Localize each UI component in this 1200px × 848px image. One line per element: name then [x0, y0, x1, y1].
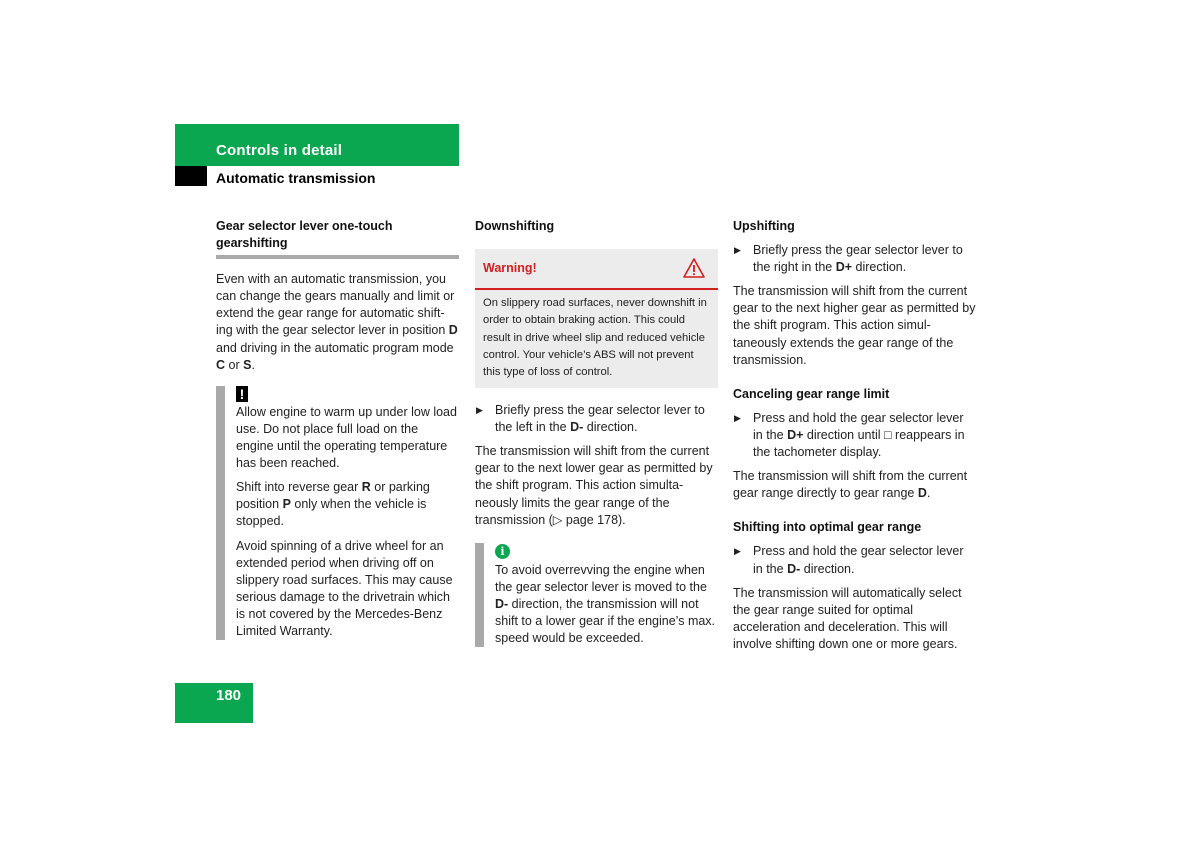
- intro-bold-s: S: [243, 357, 252, 372]
- warning-header: [475, 249, 718, 290]
- cancel-bold-dplus: D+: [787, 427, 804, 442]
- intro-paragraph: [216, 271, 459, 374]
- intro-text-1: Even with an automatic transmission, you can change the gears manually and limit or extend the gear range for automatic shift-ing with the gear selector lever in position: [216, 272, 455, 338]
- note-p2-bold-r: R: [361, 480, 371, 495]
- bullet-arrow-icon: ▶: [734, 546, 741, 557]
- optimal-bold-dminus: D-: [787, 561, 801, 576]
- info-paragraph: [495, 562, 718, 647]
- cancel-para-bold-d: D: [917, 486, 927, 501]
- downshift-paragraph: The transmission will shift from the current gear to the next lower gear as permitted by the shift program. This action simulta-neously limits the gear range of the transmission (▷ page 178).: [475, 444, 713, 527]
- optimal-text-2: direction.: [800, 561, 855, 576]
- warning-box: [475, 249, 718, 388]
- caution-note: [216, 386, 459, 640]
- column-1: [216, 218, 459, 640]
- heading-one-touch: Gear selector lever one-touch gearshifting: [216, 218, 459, 259]
- upshift-text-2: direction.: [852, 260, 907, 275]
- cancel-text-2: direction until: [803, 427, 884, 442]
- info-note: [475, 543, 718, 648]
- heading-downshifting: Downshifting: [475, 219, 555, 233]
- bullet-arrow-icon: ▶: [476, 405, 483, 416]
- intro-text-3: or: [225, 357, 244, 372]
- exclamation-icon: !: [236, 386, 248, 402]
- page-number: 180: [216, 687, 242, 704]
- warning-title: Warning!: [483, 261, 537, 276]
- cancel-para-text-2: .: [926, 486, 931, 501]
- optimal-paragraph: The transmission will automatically select the gear range suited for optimal acceleration and deceleration. This will involve shifting down one or more gears.: [733, 585, 962, 651]
- intro-bold-d: D: [448, 323, 458, 338]
- info-text-2: direction, the transmission will not shift to a lower gear if the engine’s max. speed would be exceeded.: [495, 597, 716, 646]
- heading-upshifting: Upshifting: [733, 219, 795, 233]
- subsection-title: Automatic transmission: [216, 170, 376, 186]
- intro-bold-c: C: [216, 357, 226, 372]
- note-p2-text-3: only when the vehicle is stopped.: [236, 497, 427, 529]
- bullet-arrow-icon: ▶: [734, 412, 741, 423]
- info-icon: i: [495, 544, 510, 559]
- warning-body: On slippery road surfaces, never downshift in order to obtain braking action. This could result in drive wheel slip and reduced vehicle control. Your vehicle’s ABS will not prevent this type of loss of control.: [483, 297, 707, 378]
- note-paragraph-3: Avoid spinning of a drive wheel for an extended period when driving off on slippery road surfaces. This may cause serious damage to the drivetrain which is not covered by the Mercedes-Benz Limited Warranty.: [236, 538, 453, 638]
- note-p2-text-2: or parking position: [236, 480, 430, 512]
- gear-indicator-glyph: □: [884, 427, 892, 442]
- page-number-tab: [175, 683, 253, 723]
- cancel-paragraph: [733, 468, 976, 502]
- cancel-para-text-1: The transmission will shift from the current gear range directly to gear range: [733, 469, 968, 501]
- downshift-bold-dminus: D-: [570, 420, 584, 435]
- cancel-instruction: [733, 410, 976, 461]
- info-text-1: To avoid overrevving the engine when the gear selector lever is moved to the: [495, 562, 707, 594]
- upshift-paragraph: The transmission will shift from the current gear to the next higher gear as permitted by the shift program. This action simul-taneously extends the gear range of the transmission.: [733, 284, 976, 367]
- downshift-text-2: direction.: [583, 420, 638, 435]
- downshift-text-1: Briefly press the gear selector lever to the left in the: [495, 403, 705, 435]
- cancel-text-1: Press and hold the gear selector lever in the: [753, 410, 964, 442]
- heading-optimal: Shifting into optimal gear range: [733, 520, 922, 535]
- subsection-marker: [175, 166, 207, 186]
- warning-triangle-icon: [682, 257, 706, 279]
- note-paragraph-2: [236, 479, 459, 530]
- intro-text-4: .: [251, 357, 255, 372]
- column-2: [475, 218, 718, 647]
- heading-canceling: Canceling gear range limit: [733, 386, 890, 401]
- downshift-instruction: [475, 402, 718, 436]
- intro-text-2: and driving in the automatic program mode: [216, 340, 454, 355]
- note-p2-bold-p: P: [282, 497, 291, 512]
- note-paragraph-1: Allow engine to warm up under low load use. Do not place full load on the engine until the operating temperature has been reached.: [236, 404, 457, 471]
- column-3: [733, 218, 976, 660]
- cancel-text-3: reappears in the tachometer display.: [753, 427, 965, 460]
- optimal-instruction: [733, 543, 976, 577]
- bullet-arrow-icon: ▶: [734, 245, 741, 256]
- section-title: Controls in detail: [216, 142, 343, 159]
- note-p2-text-1: Shift into reverse gear: [236, 480, 362, 495]
- upshift-bold-dplus: D+: [835, 260, 853, 275]
- upshift-instruction: [733, 242, 976, 276]
- optimal-text-1: Press and hold the gear selector lever in the: [753, 544, 964, 576]
- upshift-text-1: Briefly press the gear selector lever to the right in the: [753, 243, 963, 275]
- info-bold-dminus: D-: [495, 597, 509, 612]
